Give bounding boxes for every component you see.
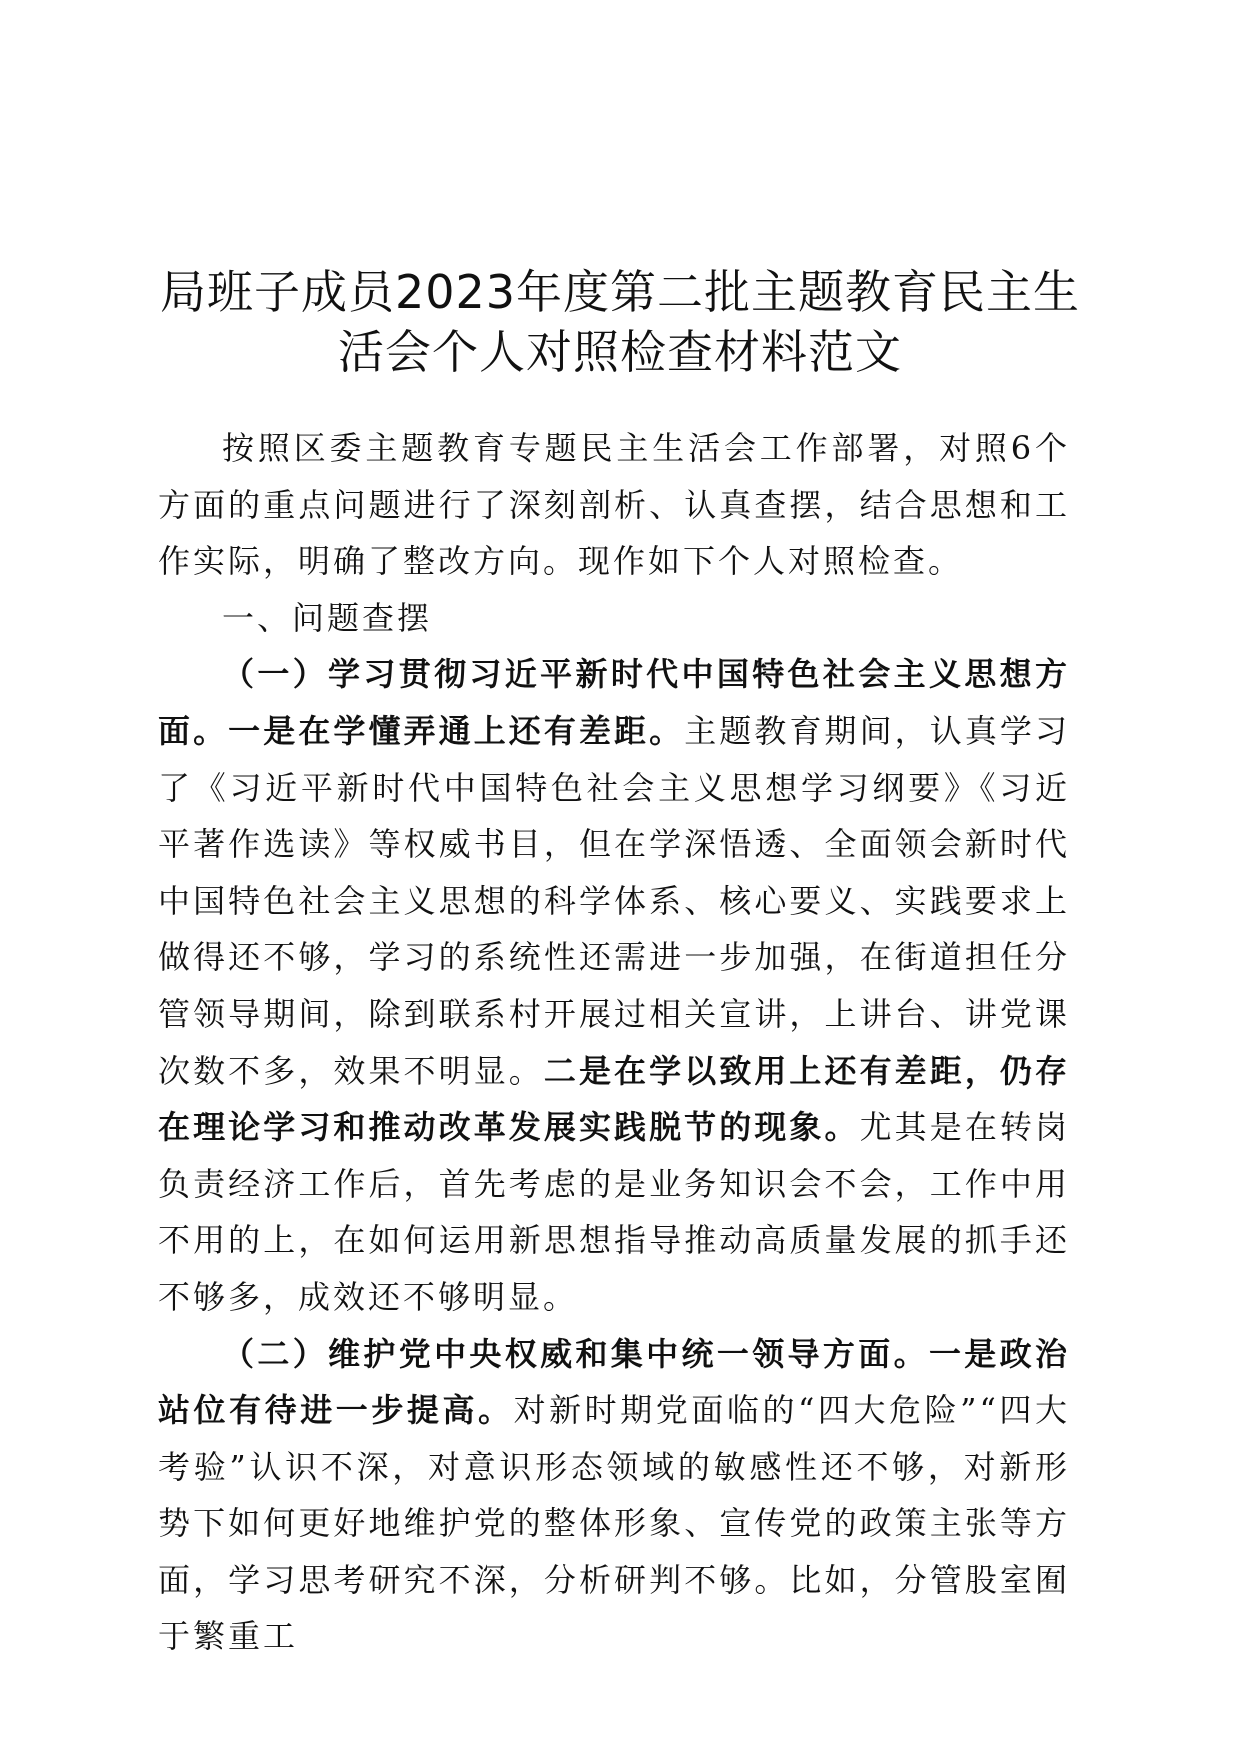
subsection-1-paragraph bbox=[158, 646, 1070, 1325]
intro-paragraph: 按照区委主题教育专题民主生活会工作部署，对照6个方面的重点问题进行了深刻剖析、认真查摆，结合思想和工作实际，明确了整改方向。现作如下个人对照检查。 bbox=[158, 429, 1070, 581]
document-title bbox=[140, 262, 1100, 382]
subsection-2-paragraph bbox=[158, 1326, 1070, 1666]
subsection-1-point-2-title: 二是在学以致用上还有差距，仍存在理论学习和推动改革发展实践脱节的现象。 bbox=[158, 1051, 1070, 1147]
section-heading-problems: 一、问题查摆 bbox=[222, 598, 433, 637]
subsection-1-heading: （一）学习贯彻习近平新时代中国特色社会主义思想方面。 bbox=[158, 655, 1070, 750]
document-body bbox=[158, 420, 1070, 1665]
title-line-2: 活会个人对照检查材料范文 bbox=[338, 325, 902, 379]
subsection-1-point-2-text: 尤其是在转岗负责经济工作后，首先考虑的是业务知识会不会，工作中用不用的上，在如何运用新思想指导推动高质量发展的抓手还不够多，成效还不够明显。 bbox=[158, 1108, 1070, 1316]
subsection-1-point-1-text: 主题教育期间，认真学习了《习近平新时代中国特色社会主义思想学习纲要》《习近平著作选读》等权威书目，但在学深悟透、全面领会新时代中国特色社会主义思想的科学体系、核心要义、实践要求上做得还不够，学习的系统性还需进一步加强，在街道担任分管领导期间，除到联系村开展过相关宣讲，上讲台、讲党课次数不多，效果不明显。 bbox=[158, 711, 1070, 1090]
subsection-2-point-1-title: 一是政治站位有待进一步提高。 bbox=[158, 1334, 1070, 1430]
subsection-2-point-1-text: 对新时期党面临的“四大危险”“四大考验”认识不深，对意识形态领域的敏感性还不够，对新形势下如何更好地维护党的整体形象、宣传党的政策主张等方面，学习思考研究不深，分析研判不够。比如，分管股室囿于繁重工 bbox=[158, 1391, 1070, 1656]
title-line-1: 局班子成员2023年度第二批主题教育民主生 bbox=[159, 265, 1081, 319]
subsection-2-heading: （二）维护党中央权威和集中统一领导方面。 bbox=[222, 1334, 929, 1373]
subsection-1-point-1-title: 一是在学懂弄通上还有差距。 bbox=[228, 711, 685, 750]
